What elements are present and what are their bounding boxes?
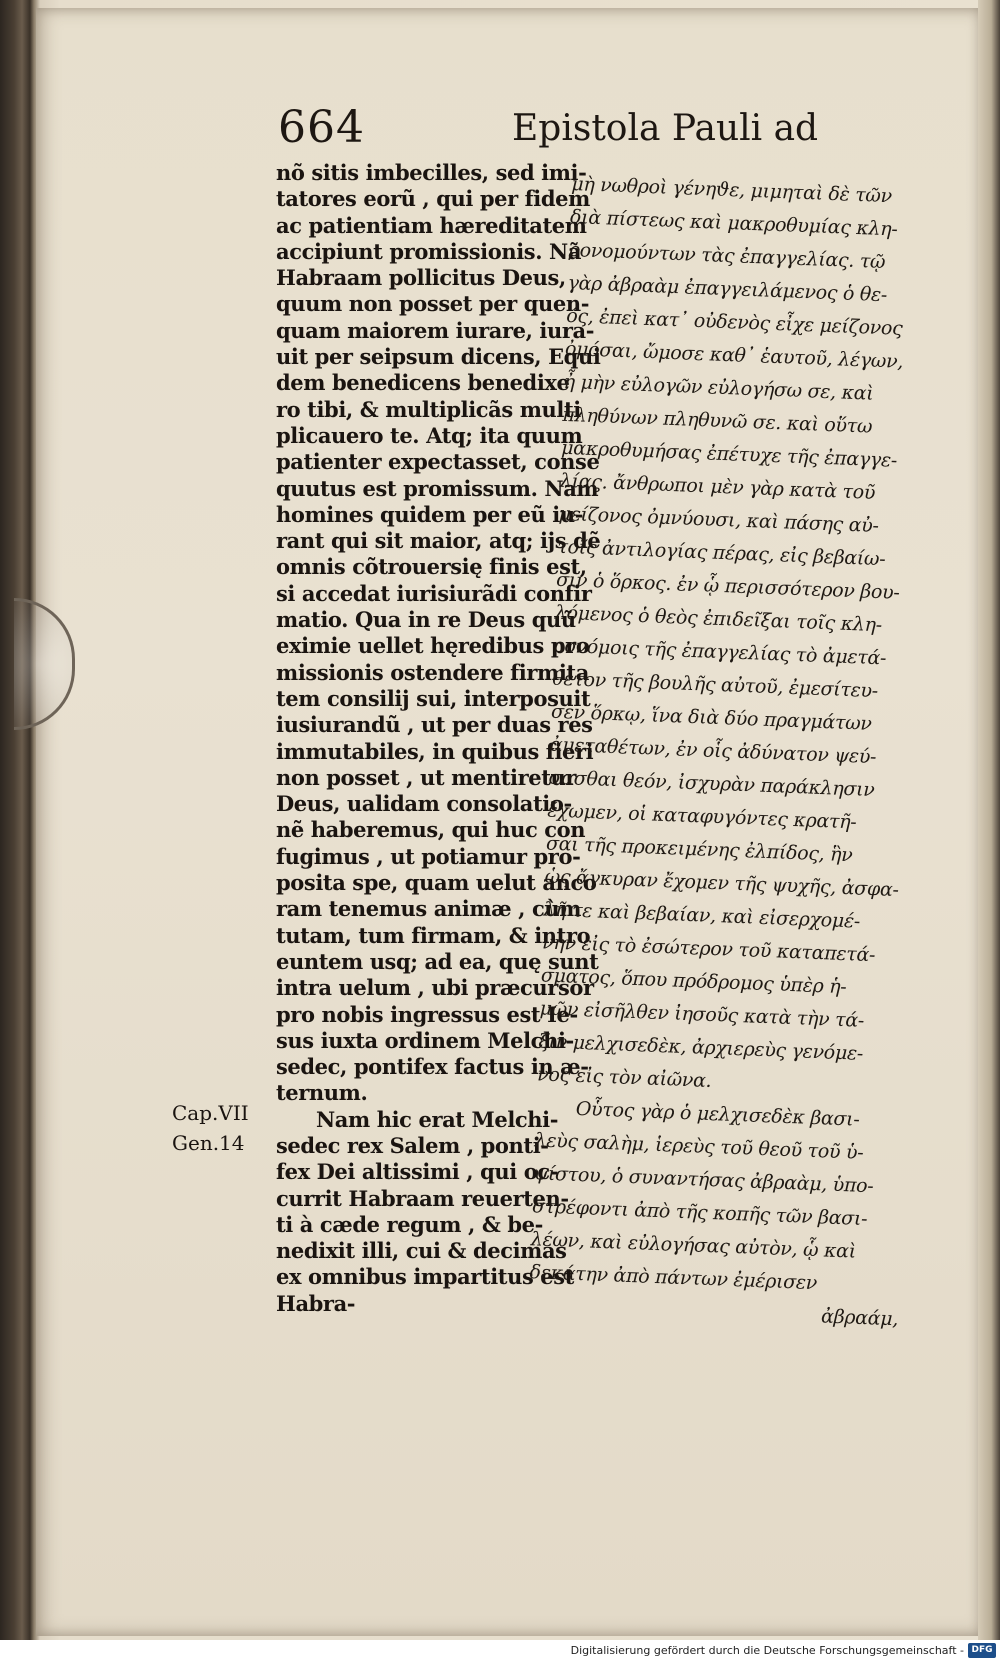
latin-text-line: ro tibi, & multiplicãs multi	[276, 396, 581, 422]
greek-text-line: θετον τῆς βουλῆς αὐτοῦ, ἐμεσίτευ-	[551, 667, 879, 703]
latin-text-line: si accedat iurisiurãdi confir	[276, 580, 592, 606]
latin-text-line: sedec, pontifex factus in æ-	[276, 1054, 589, 1080]
latin-text-line: eximie uellet hęredibus pro	[276, 633, 590, 659]
greek-text-line: πληθύνων πληθυνῶ σε. καὶ οὕτω	[562, 403, 873, 438]
page-number: 664	[278, 102, 365, 153]
latin-text-line: currit Habraam reuerten-	[276, 1185, 569, 1211]
latin-text-line: quum non posset per quen-	[276, 291, 590, 317]
greek-text-line: ρονομούντων τὰς ἐπαγγελίας. τῷ	[568, 238, 886, 274]
latin-text-line: fex Dei altissimi , qui oc-	[276, 1159, 559, 1185]
greek-text-line: ἀβραάμ,	[820, 1305, 899, 1331]
latin-text-line: ac patientiam hæreditatem	[276, 212, 587, 238]
latin-text-line: Habraam pollicitus Deus,	[276, 265, 566, 291]
footer-bar	[0, 1640, 1000, 1663]
latin-text-line: quutus est promissum. Nam	[276, 475, 599, 501]
greek-text-line: μῶν εἰσῆλθεν ἰησοῦς κατὰ τὴν τά-	[539, 997, 865, 1032]
marginal-note: Gen.14	[172, 1131, 245, 1155]
dfg-logo: DFG	[968, 1643, 996, 1658]
greek-text-line: στρέφοντι ἀπὸ τῆς κοπῆς τῶν βασι-	[531, 1195, 868, 1231]
greek-text-line: ψίστου, ὁ συναντήσας ἀβραὰμ, ὑπο-	[532, 1162, 874, 1198]
latin-text-line: ex omnibus impartitus est	[276, 1264, 574, 1290]
latin-text-line: ram tenemus animæ , cùm	[276, 896, 582, 922]
greek-text-line: ὡς ἄγκυραν ἔχομεν τῆς ψυχῆς, ἀσφα-	[544, 865, 899, 902]
latin-text-line: omnis cõtrouersię finis est,	[276, 554, 587, 580]
page-edge	[978, 0, 1000, 1640]
greek-text-line: ἔχωμεν, οἱ καταφυγόντες κρατῆ-	[546, 799, 857, 834]
greek-text-line: ὀμόσαι, ὤμοσε καθ᾽ ἑαυτοῦ, λέγων,	[564, 337, 904, 373]
running-head	[0, 102, 1000, 162]
greek-text-line: λίας. ἄνθρωποι μὲν γὰρ κατὰ τοῦ	[559, 469, 876, 504]
greek-text-line: ξιν μελχισεδὲκ, ἀρχιερεὺς γενόμε-	[538, 1030, 864, 1065]
latin-text-line: rant qui sit maior, atq; ijs dẽ	[276, 528, 601, 554]
latin-text-line: uit per seipsum dicens, Equi	[276, 344, 601, 370]
latin-text-line: nedixit illi, cui & decimas	[276, 1238, 567, 1264]
latin-text-line: quam maiorem iurare, iura-	[276, 317, 595, 343]
greek-text-line: μακροθυμήσας ἐπέτυχε τῆς ἐπαγγε-	[560, 436, 898, 472]
latin-text-line: posita spe, quam uelut anco	[276, 870, 597, 896]
greek-text-line: λόμενος ὁ θεὸς ἐπιδεῖξαι τοῖς κλη-	[554, 601, 883, 637]
greek-text-line: μείζονος ὀμνύουσι, καὶ πάσης αὐ-	[558, 502, 880, 538]
latin-text-line: ternum.	[276, 1080, 368, 1106]
greek-text-line: ός, ἐπεὶ κατ᾽ οὐδενὸς εἶχε μείζονος	[565, 304, 903, 340]
latin-text-line: tatores eorũ , qui per fidem	[276, 186, 590, 212]
greek-text-line: μὴ νωθροὶ γένηϑε, μιμηταὶ δὲ τῶν	[570, 172, 893, 208]
greek-text-line: Οὗτος γὰρ ὁ μελχισεδὲκ βασι-	[575, 1097, 860, 1131]
marginal-note: Cap.VII	[172, 1101, 249, 1125]
latin-text-line: iusiurandũ , ut per duas res	[276, 712, 593, 738]
greek-text-line: σαι τῆς προκειμένης ἐλπίδος, ἣν	[545, 832, 853, 867]
greek-text-line: τοῖς ἀντιλογίας πέρας, εἰς βεβαίω-	[557, 535, 886, 571]
greek-text-line: νην εἰς τὸ ἐσώτερον τοῦ καταπετά-	[541, 931, 876, 967]
latin-text-line: nẽ haberemus, qui huc con	[276, 817, 586, 843]
latin-text-line: fugimus , ut potiamur pro-	[276, 843, 581, 869]
greek-text-line: λεὺς σαλὴμ, ἱερεὺς τοῦ θεοῦ τοῦ ὑ-	[534, 1129, 864, 1164]
running-title: Epistola Pauli ad	[512, 108, 819, 149]
latin-text-line: intra uelum , ubi præcursor	[276, 975, 594, 1001]
latin-text-line: tem consilij sui, interposuit	[276, 685, 591, 711]
greek-column	[528, 168, 972, 1338]
greek-text-line: ἦ μὴν εὐλογῶν εὐλογήσω σε, καὶ	[563, 370, 874, 405]
greek-text-line: νος εἰς τὸν αἰῶνα.	[536, 1063, 712, 1093]
latin-text-line: ti à cæde regum , & be-	[276, 1211, 543, 1237]
latin-text-line: patienter expectasset, conse	[276, 449, 600, 475]
latin-text-line: Nam hic erat Melchi-	[316, 1106, 559, 1132]
latin-text-line: euntem usq; ad ea, quę sunt	[276, 948, 599, 974]
latin-column	[276, 160, 601, 1317]
latin-text-line: matio. Qua in re Deus quũ	[276, 607, 576, 633]
latin-text-line: immutabiles, in quibus fieri	[276, 738, 594, 764]
greek-text-line: σματος, ὅπου πρόδρομος ὑπὲρ ἡ-	[540, 964, 847, 999]
greek-text-line: σασθαι θεόν, ἰσχυρὰν παράκλησιν	[548, 766, 875, 802]
latin-text-line: nõ sitis imbecilles, sed imi-	[276, 160, 587, 185]
latin-text-line: missionis ostendere firmita	[276, 659, 589, 685]
latin-text-line: tutam, tum firmam, & intro	[276, 922, 591, 948]
greek-text-line: γὰρ ἀβραὰμ ἐπαγγειλάμενος ὁ θε-	[567, 271, 888, 307]
latin-text-line: dem benedicens benedixe	[276, 370, 570, 396]
greek-text-line: σεν ὅρκῳ, ἵνα διὰ δύο πραγμάτων	[550, 700, 873, 735]
latin-text-line: Habra-	[276, 1290, 356, 1316]
greek-text-line: λῆ τε καὶ βεβαίαν, καὶ εἰσερχομέ-	[543, 898, 861, 933]
latin-text-line: sedec rex Salem , ponti-	[276, 1132, 549, 1158]
latin-text-line: pro nobis ingressus est Ie-	[276, 1001, 578, 1027]
latin-text-line: Deus, ualidam consolatio-	[276, 791, 572, 817]
greek-text-line: σιν ὁ ὅρκος. ἐν ᾧ περισσότερον βου-	[555, 568, 900, 604]
latin-text-line: accipiunt promissionis. Nã	[276, 238, 582, 264]
latin-text-line: non posset , ut mentiretur	[276, 764, 577, 790]
marginal-notes	[172, 1098, 272, 1158]
greek-text-line: δεκάτην ἀπὸ πάντων ἐμέρισεν	[529, 1261, 818, 1295]
greek-text-line: διὰ πίστεως καὶ μακροθυμίας κλη-	[569, 205, 898, 241]
funding-credit: Digitalisierung gefördert durch die Deutsche Forschungsgemeinschaft -	[570, 1644, 964, 1657]
greek-text-line: λέων, καὶ εὐλογήσας αὐτὸν, ᾧ καὶ	[530, 1228, 857, 1263]
latin-text-line: homines quidem per eũ iu-	[276, 501, 584, 527]
greek-text-line: ρονόμοις τῆς ἐπαγγελίας τὸ ἀμετά-	[553, 634, 887, 670]
greek-text-line: ἀμεταθέτων, ἐν οἷς ἀδύνατον ψεύ-	[549, 733, 877, 769]
latin-text-line: plicauero te. Atq; ita quum	[276, 422, 583, 448]
latin-text-line: sus iuxta ordinem Melchi-	[276, 1027, 574, 1053]
